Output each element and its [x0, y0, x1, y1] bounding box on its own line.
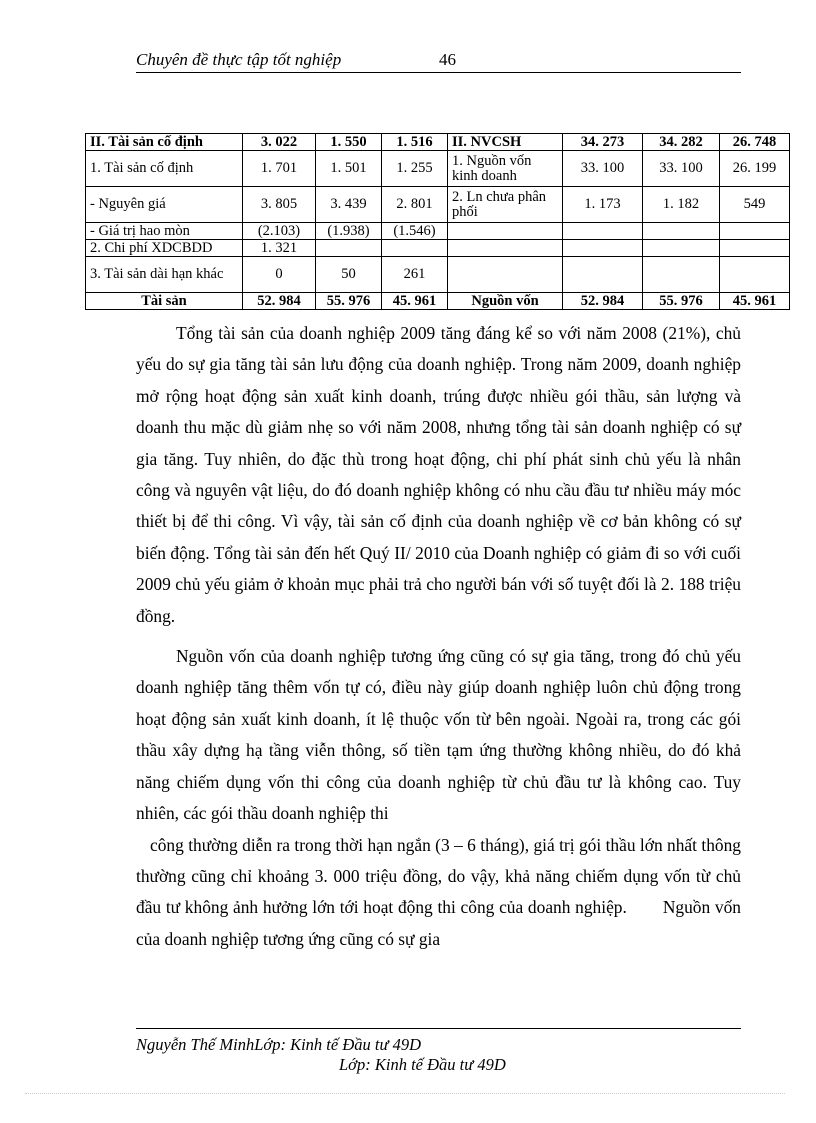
page-bottom-divider — [25, 1093, 785, 1094]
table-cell — [448, 257, 563, 293]
table-cell: Tài sản — [86, 293, 243, 310]
table-cell: 3. 805 — [243, 187, 316, 223]
table-cell — [720, 223, 790, 240]
paragraph — [136, 641, 741, 829]
table-cell: 1. Nguồn vốn kinh doanh — [448, 151, 563, 187]
table-cell: - Giá trị hao mòn — [86, 223, 243, 240]
table-cell: 26. 748 — [720, 134, 790, 151]
table-cell: (1.938) — [316, 223, 382, 240]
table-cell: 1. 173 — [563, 187, 643, 223]
table-row — [86, 293, 790, 310]
table-cell: 55. 976 — [316, 293, 382, 310]
page-footer — [136, 1028, 741, 1074]
page-header — [136, 48, 741, 73]
table-cell: 55. 976 — [643, 293, 720, 310]
table-cell: 3. Tài sản dài hạn khác — [86, 257, 243, 293]
table-cell: 2. Ln chưa phân phối — [448, 187, 563, 223]
table-cell — [448, 240, 563, 257]
table-cell: 45. 961 — [720, 293, 790, 310]
table-cell: 52. 984 — [243, 293, 316, 310]
table-cell: Nguồn vốn — [448, 293, 563, 310]
table-cell: 1. 182 — [643, 187, 720, 223]
paragraph-text: Tổng tài sản của doanh nghiệp 2009 tăng đáng kể so với năm 2008 (21%), chủ yếu do sự gia tăng tài sản lưu động của doanh nghiệp. Trong năm 2009, doanh nghiệp mở rộng hoạt động sản xuất kinh doanh, trúng được nhiều gói thầu, sản lượng và doanh thu mặc dù giảm nhẹ so với năm 2008, nhưng tổng tài sản doanh nghiệp có sự gia tăng. Tuy nhiên, do đặc thù trong hoạt động, chi phí phát sinh chủ yếu là nhân công và nguyên vật liệu, do đó doanh nghiệp không có nhu cầu đầu tư nhiều máy móc thiết bị để thi công. Vì vậy, tài sản cố định của doanh nghiệp về cơ bản không có sự biến động. Tổng tài sản đến hết Quý II/ 2010 của Doanh nghiệp có giảm đi so với cuối 2009 chủ yếu giảm ở khoản mục phải trả cho người bán với số tuyệt đối là 2. 188 triệu đồng. — [136, 323, 741, 626]
table-cell: 1. 550 — [316, 134, 382, 151]
table-cell: 0 — [243, 257, 316, 293]
table-cell — [448, 223, 563, 240]
paragraph-text: công thường diễn ra trong thời hạn ngắn (3 – 6 tháng), giá trị gói thầu lớn nhất thông thường cũng chỉ khoảng 3. 000 triệu đồng, do vậy, khả năng chiếm dụng vốn từ chủ đầu tư không ảnh hưởng lớn tới hoạt động thi công của doanh nghiệp. — [136, 834, 741, 918]
table-cell: 2. Chi phí XDCBDD — [86, 240, 243, 257]
table-cell — [643, 223, 720, 240]
footer-class-line: Lớp: Kinh tế Đầu tư 49D — [339, 1055, 506, 1074]
table-cell — [316, 240, 382, 257]
table-row — [86, 134, 790, 151]
table-cell: 33. 100 — [563, 151, 643, 187]
table-cell: 1. 701 — [243, 151, 316, 187]
table-cell: 3. 022 — [243, 134, 316, 151]
table-cell: 1. Tài sản cố định — [86, 151, 243, 187]
header-title: Chuyên đề thực tập tốt nghiệp — [136, 50, 342, 69]
page-number: 46 — [439, 50, 456, 69]
table-row — [86, 151, 790, 187]
paragraph-text: Nguồn vốn của doanh nghiệp tương ứng cũng có sự gia tăng, trong đó chủ yếu doanh nghiệp tăng thêm vốn tự có, điều này giúp doanh nghiệp luôn chủ động trong hoạt động sản xuất kinh doanh, ít lệ thuộc vốn từ bên ngoài. Ngoài ra, trong các gói thầu xây dựng hạ tầng viễn thông, số tiền tạm ứng thường không nhiều, do đó khả năng chiếm dụng vốn thi công của doanh nghiệp từ chủ đầu tư là không cao. Tuy nhiên, các gói thầu doanh nghiệp thi — [136, 646, 741, 824]
table-cell — [382, 240, 448, 257]
table-cell: 1. 255 — [382, 151, 448, 187]
table-cell: 34. 273 — [563, 134, 643, 151]
table-cell — [720, 240, 790, 257]
table-cell: 34. 282 — [643, 134, 720, 151]
table-cell — [643, 240, 720, 257]
table-row — [86, 187, 790, 223]
paragraph — [136, 830, 741, 956]
body-text — [136, 318, 741, 955]
table-cell: (1.546) — [382, 223, 448, 240]
footer-author-line: Nguyễn Thế MinhLớp: Kinh tế Đầu tư 49D — [136, 1035, 421, 1054]
table-cell: 33. 100 — [643, 151, 720, 187]
table-cell: 3. 439 — [316, 187, 382, 223]
table-cell: 261 — [382, 257, 448, 293]
paragraph-text: Nguồn vốn của doanh nghiệp tương ứng cũng có sự gia — [136, 897, 741, 949]
paragraph — [136, 318, 741, 632]
table-cell — [720, 257, 790, 293]
table-cell: II. Tài sản cố định — [86, 134, 243, 151]
table-row — [86, 223, 790, 240]
table-cell: 26. 199 — [720, 151, 790, 187]
table-row — [86, 257, 790, 293]
table-cell: 50 — [316, 257, 382, 293]
table-cell — [563, 240, 643, 257]
table-cell — [563, 223, 643, 240]
table-cell: 2. 801 — [382, 187, 448, 223]
table-cell — [643, 257, 720, 293]
table-cell: 1. 501 — [316, 151, 382, 187]
table-cell: 1. 516 — [382, 134, 448, 151]
table-row — [86, 240, 790, 257]
table-cell: II. NVCSH — [448, 134, 563, 151]
table-cell: 45. 961 — [382, 293, 448, 310]
table-cell: (2.103) — [243, 223, 316, 240]
table-cell: 549 — [720, 187, 790, 223]
table-cell: - Nguyên giá — [86, 187, 243, 223]
balance-sheet-table — [85, 133, 790, 310]
table-cell: 52. 984 — [563, 293, 643, 310]
table-cell: 1. 321 — [243, 240, 316, 257]
table-cell — [563, 257, 643, 293]
